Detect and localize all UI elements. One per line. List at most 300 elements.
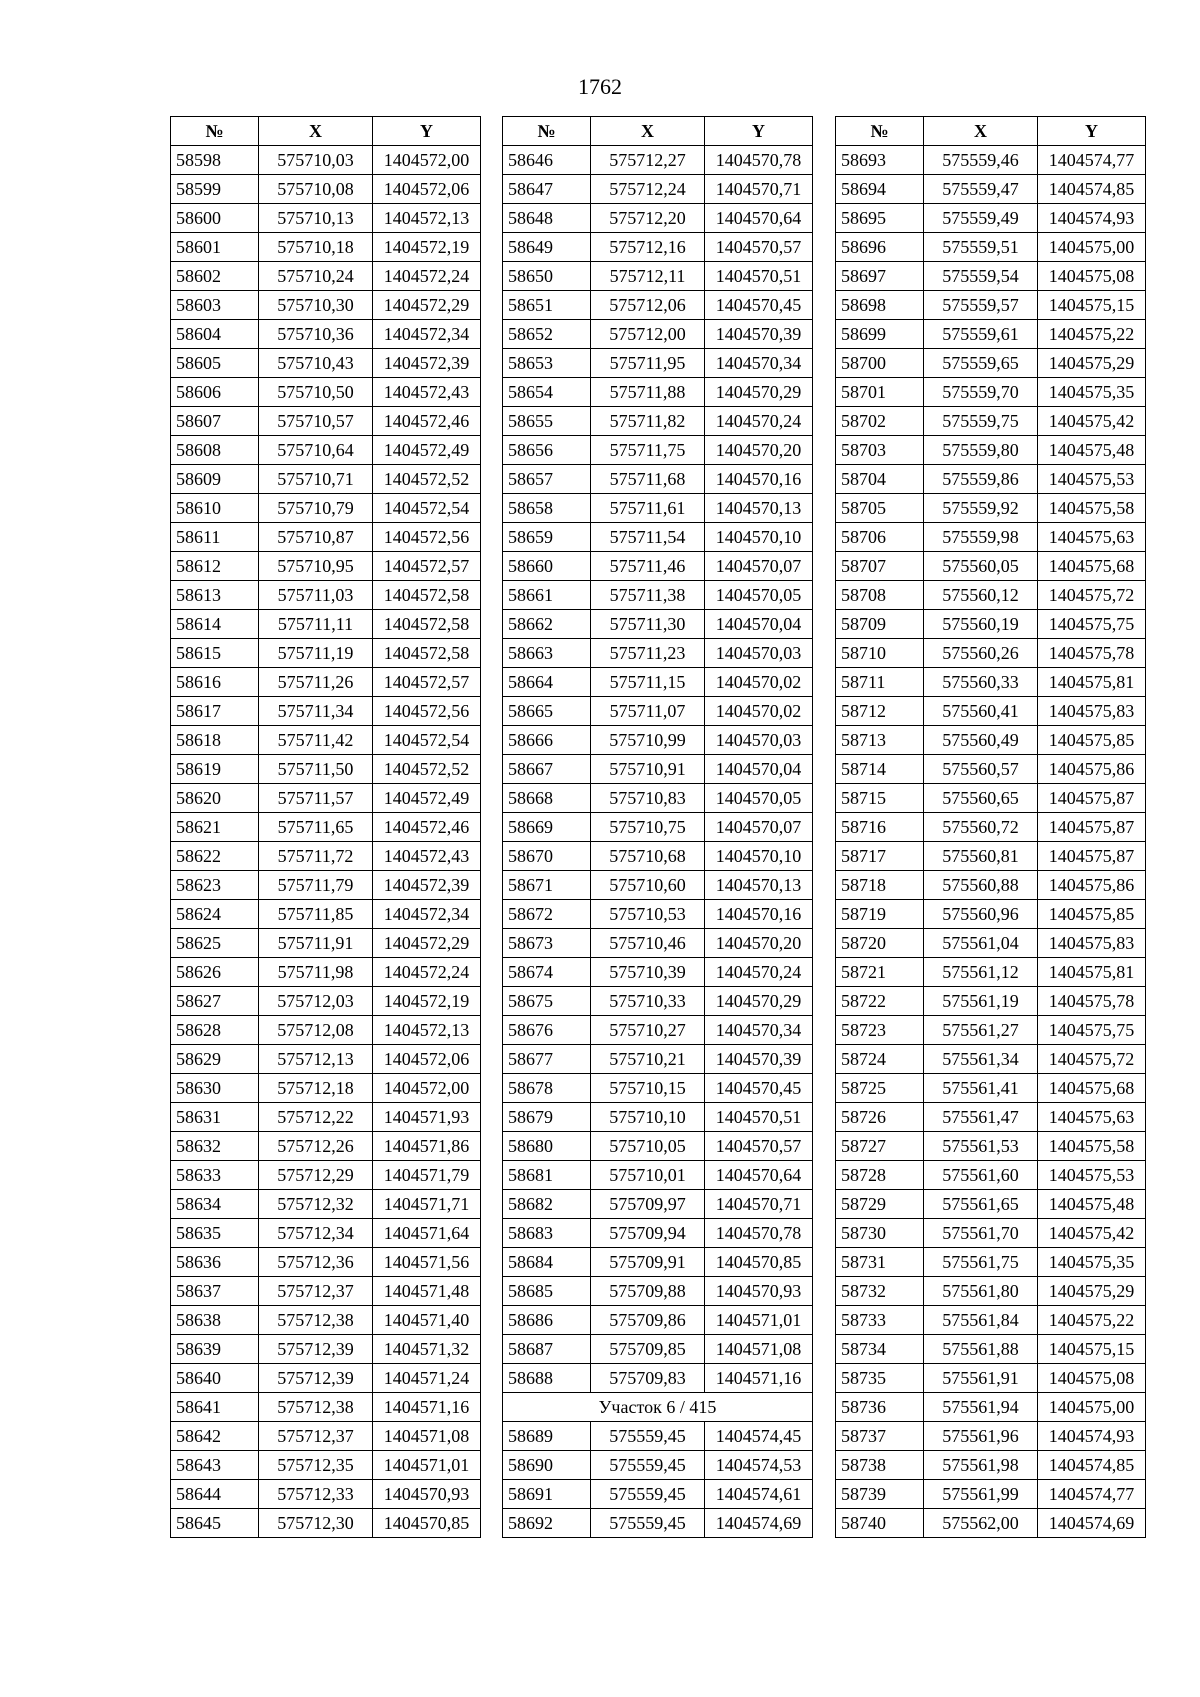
x-coordinate-cell: 575710,18 <box>259 233 373 262</box>
y-coordinate-cell: 1404570,71 <box>705 175 813 204</box>
point-number-cell: 58683 <box>503 1219 591 1248</box>
y-coordinate-cell: 1404570,24 <box>705 958 813 987</box>
x-coordinate-cell: 575712,35 <box>259 1451 373 1480</box>
table-row <box>171 1045 481 1074</box>
point-number-cell: 58624 <box>171 900 259 929</box>
table-row <box>836 378 1146 407</box>
point-number-cell: 58703 <box>836 436 924 465</box>
point-number-cell: 58697 <box>836 262 924 291</box>
y-coordinate-cell: 1404575,53 <box>1038 1161 1146 1190</box>
point-number-cell: 58692 <box>503 1509 591 1538</box>
table-row <box>836 1451 1146 1480</box>
point-number-cell: 58732 <box>836 1277 924 1306</box>
point-number-cell: 58690 <box>503 1451 591 1480</box>
table-row <box>836 436 1146 465</box>
table-row <box>836 1219 1146 1248</box>
point-number-cell: 58712 <box>836 697 924 726</box>
point-number-cell: 58684 <box>503 1248 591 1277</box>
y-coordinate-cell: 1404572,39 <box>373 349 481 378</box>
y-coordinate-cell: 1404572,46 <box>373 407 481 436</box>
point-number-cell: 58633 <box>171 1161 259 1190</box>
point-number-cell: 58611 <box>171 523 259 552</box>
point-number-cell: 58606 <box>171 378 259 407</box>
table-row <box>171 929 481 958</box>
coordinates-table-1 <box>170 116 481 1538</box>
y-coordinate-cell: 1404570,85 <box>705 1248 813 1277</box>
point-number-cell: 58609 <box>171 465 259 494</box>
x-coordinate-cell: 575709,85 <box>591 1335 705 1364</box>
y-coordinate-cell: 1404570,13 <box>705 494 813 523</box>
table-row <box>171 697 481 726</box>
table-row <box>503 465 813 494</box>
table-row <box>836 1074 1146 1103</box>
x-coordinate-cell: 575710,68 <box>591 842 705 871</box>
point-number-cell: 58715 <box>836 784 924 813</box>
x-coordinate-cell: 575709,88 <box>591 1277 705 1306</box>
table-row <box>503 1190 813 1219</box>
y-coordinate-cell: 1404571,01 <box>705 1306 813 1335</box>
table-row <box>171 987 481 1016</box>
y-coordinate-cell: 1404575,87 <box>1038 784 1146 813</box>
x-coordinate-cell: 575562,00 <box>924 1509 1038 1538</box>
y-coordinate-cell: 1404574,69 <box>705 1509 813 1538</box>
x-coordinate-cell: 575711,57 <box>259 784 373 813</box>
point-number-cell: 58737 <box>836 1422 924 1451</box>
x-coordinate-cell: 575711,42 <box>259 726 373 755</box>
x-coordinate-cell: 575560,88 <box>924 871 1038 900</box>
x-coordinate-cell: 575561,96 <box>924 1422 1038 1451</box>
table-row <box>836 900 1146 929</box>
x-coordinate-cell: 575559,80 <box>924 436 1038 465</box>
table-row <box>503 958 813 987</box>
point-number-cell: 58612 <box>171 552 259 581</box>
y-coordinate-cell: 1404570,78 <box>705 146 813 175</box>
y-coordinate-cell: 1404570,71 <box>705 1190 813 1219</box>
y-coordinate-cell: 1404572,34 <box>373 320 481 349</box>
point-number-cell: 58730 <box>836 1219 924 1248</box>
y-coordinate-cell: 1404571,08 <box>373 1422 481 1451</box>
y-coordinate-cell: 1404572,29 <box>373 929 481 958</box>
x-coordinate-cell: 575712,39 <box>259 1364 373 1393</box>
y-coordinate-cell: 1404572,58 <box>373 610 481 639</box>
x-coordinate-cell: 575559,65 <box>924 349 1038 378</box>
x-coordinate-cell: 575712,30 <box>259 1509 373 1538</box>
point-number-cell: 58735 <box>836 1364 924 1393</box>
x-coordinate-cell: 575561,60 <box>924 1161 1038 1190</box>
header-number: № <box>836 117 924 146</box>
point-number-cell: 58649 <box>503 233 591 262</box>
x-coordinate-cell: 575561,84 <box>924 1306 1038 1335</box>
table-row <box>836 1016 1146 1045</box>
point-number-cell: 58616 <box>171 668 259 697</box>
point-number-cell: 58669 <box>503 813 591 842</box>
y-coordinate-cell: 1404575,15 <box>1038 1335 1146 1364</box>
x-coordinate-cell: 575710,39 <box>591 958 705 987</box>
point-number-cell: 58704 <box>836 465 924 494</box>
y-coordinate-cell: 1404575,83 <box>1038 929 1146 958</box>
header-x: X <box>259 117 373 146</box>
x-coordinate-cell: 575710,71 <box>259 465 373 494</box>
point-number-cell: 58608 <box>171 436 259 465</box>
y-coordinate-cell: 1404570,16 <box>705 465 813 494</box>
y-coordinate-cell: 1404570,93 <box>705 1277 813 1306</box>
table-row <box>503 1248 813 1277</box>
point-number-cell: 58614 <box>171 610 259 639</box>
table-row <box>171 378 481 407</box>
x-coordinate-cell: 575711,03 <box>259 581 373 610</box>
table-row <box>171 1190 481 1219</box>
x-coordinate-cell: 575712,03 <box>259 987 373 1016</box>
x-coordinate-cell: 575709,83 <box>591 1364 705 1393</box>
x-coordinate-cell: 575561,04 <box>924 929 1038 958</box>
x-coordinate-cell: 575709,94 <box>591 1219 705 1248</box>
y-coordinate-cell: 1404574,77 <box>1038 146 1146 175</box>
y-coordinate-cell: 1404572,43 <box>373 378 481 407</box>
y-coordinate-cell: 1404572,13 <box>373 1016 481 1045</box>
x-coordinate-cell: 575561,94 <box>924 1393 1038 1422</box>
point-number-cell: 58657 <box>503 465 591 494</box>
point-number-cell: 58740 <box>836 1509 924 1538</box>
header-y: Y <box>705 117 813 146</box>
point-number-cell: 58644 <box>171 1480 259 1509</box>
table-row <box>836 987 1146 1016</box>
table-row <box>171 842 481 871</box>
table-row <box>171 262 481 291</box>
x-coordinate-cell: 575712,08 <box>259 1016 373 1045</box>
point-number-cell: 58729 <box>836 1190 924 1219</box>
point-number-cell: 58738 <box>836 1451 924 1480</box>
y-coordinate-cell: 1404575,08 <box>1038 262 1146 291</box>
table-row <box>503 1422 813 1451</box>
y-coordinate-cell: 1404575,68 <box>1038 1074 1146 1103</box>
x-coordinate-cell: 575710,50 <box>259 378 373 407</box>
table-row <box>171 1480 481 1509</box>
point-number-cell: 58654 <box>503 378 591 407</box>
table-row <box>503 929 813 958</box>
point-number-cell: 58627 <box>171 987 259 1016</box>
table-row <box>836 1248 1146 1277</box>
table-row <box>836 1393 1146 1422</box>
point-number-cell: 58659 <box>503 523 591 552</box>
point-number-cell: 58643 <box>171 1451 259 1480</box>
point-number-cell: 58686 <box>503 1306 591 1335</box>
table-row <box>836 639 1146 668</box>
point-number-cell: 58613 <box>171 581 259 610</box>
point-number-cell: 58617 <box>171 697 259 726</box>
point-number-cell: 58666 <box>503 726 591 755</box>
x-coordinate-cell: 575710,43 <box>259 349 373 378</box>
y-coordinate-cell: 1404570,10 <box>705 523 813 552</box>
table-row <box>171 1277 481 1306</box>
point-number-cell: 58629 <box>171 1045 259 1074</box>
y-coordinate-cell: 1404575,81 <box>1038 668 1146 697</box>
table-row <box>836 784 1146 813</box>
point-number-cell: 58709 <box>836 610 924 639</box>
x-coordinate-cell: 575560,81 <box>924 842 1038 871</box>
y-coordinate-cell: 1404575,22 <box>1038 1306 1146 1335</box>
x-coordinate-cell: 575559,61 <box>924 320 1038 349</box>
table-row <box>171 233 481 262</box>
x-coordinate-cell: 575710,01 <box>591 1161 705 1190</box>
point-number-cell: 58660 <box>503 552 591 581</box>
table-row <box>836 262 1146 291</box>
table-row <box>171 175 481 204</box>
x-coordinate-cell: 575710,10 <box>591 1103 705 1132</box>
point-number-cell: 58673 <box>503 929 591 958</box>
table-row <box>503 233 813 262</box>
x-coordinate-cell: 575561,47 <box>924 1103 1038 1132</box>
point-number-cell: 58645 <box>171 1509 259 1538</box>
x-coordinate-cell: 575711,91 <box>259 929 373 958</box>
y-coordinate-cell: 1404570,05 <box>705 581 813 610</box>
y-coordinate-cell: 1404570,51 <box>705 262 813 291</box>
table-row <box>503 1045 813 1074</box>
table-row <box>503 1103 813 1132</box>
x-coordinate-cell: 575710,53 <box>591 900 705 929</box>
x-coordinate-cell: 575712,00 <box>591 320 705 349</box>
x-coordinate-cell: 575712,06 <box>591 291 705 320</box>
x-coordinate-cell: 575711,50 <box>259 755 373 784</box>
table-row <box>171 1509 481 1538</box>
point-number-cell: 58713 <box>836 726 924 755</box>
x-coordinate-cell: 575711,61 <box>591 494 705 523</box>
y-coordinate-cell: 1404571,93 <box>373 1103 481 1132</box>
y-coordinate-cell: 1404575,72 <box>1038 1045 1146 1074</box>
x-coordinate-cell: 575559,51 <box>924 233 1038 262</box>
point-number-cell: 58739 <box>836 1480 924 1509</box>
table-row <box>836 407 1146 436</box>
y-coordinate-cell: 1404575,63 <box>1038 523 1146 552</box>
table-row <box>503 1335 813 1364</box>
table-row <box>836 1161 1146 1190</box>
table-row <box>171 1132 481 1161</box>
point-number-cell: 58620 <box>171 784 259 813</box>
x-coordinate-cell: 575559,45 <box>591 1480 705 1509</box>
y-coordinate-cell: 1404572,00 <box>373 1074 481 1103</box>
x-coordinate-cell: 575561,12 <box>924 958 1038 987</box>
point-number-cell: 58658 <box>503 494 591 523</box>
x-coordinate-cell: 575559,47 <box>924 175 1038 204</box>
table-row <box>836 1045 1146 1074</box>
x-coordinate-cell: 575560,72 <box>924 813 1038 842</box>
x-coordinate-cell: 575710,64 <box>259 436 373 465</box>
point-number-cell: 58626 <box>171 958 259 987</box>
x-coordinate-cell: 575710,13 <box>259 204 373 233</box>
y-coordinate-cell: 1404571,71 <box>373 1190 481 1219</box>
table-row <box>171 291 481 320</box>
table-row <box>836 755 1146 784</box>
y-coordinate-cell: 1404570,34 <box>705 1016 813 1045</box>
y-coordinate-cell: 1404570,51 <box>705 1103 813 1132</box>
y-coordinate-cell: 1404575,78 <box>1038 987 1146 1016</box>
y-coordinate-cell: 1404575,29 <box>1038 1277 1146 1306</box>
x-coordinate-cell: 575712,22 <box>259 1103 373 1132</box>
table-row <box>503 1074 813 1103</box>
x-coordinate-cell: 575710,03 <box>259 146 373 175</box>
x-coordinate-cell: 575712,20 <box>591 204 705 233</box>
coordinates-table-3 <box>835 116 1146 1538</box>
table-row <box>836 726 1146 755</box>
table-row <box>836 1132 1146 1161</box>
point-number-cell: 58641 <box>171 1393 259 1422</box>
table-row <box>836 871 1146 900</box>
x-coordinate-cell: 575561,53 <box>924 1132 1038 1161</box>
table-row <box>836 494 1146 523</box>
table-row <box>836 175 1146 204</box>
table-row <box>503 1277 813 1306</box>
y-coordinate-cell: 1404575,86 <box>1038 871 1146 900</box>
table-row <box>171 958 481 987</box>
table-row <box>503 1161 813 1190</box>
point-number-cell: 58675 <box>503 987 591 1016</box>
x-coordinate-cell: 575710,30 <box>259 291 373 320</box>
point-number-cell: 58718 <box>836 871 924 900</box>
x-coordinate-cell: 575711,23 <box>591 639 705 668</box>
y-coordinate-cell: 1404572,54 <box>373 494 481 523</box>
x-coordinate-cell: 575711,65 <box>259 813 373 842</box>
y-coordinate-cell: 1404572,29 <box>373 291 481 320</box>
y-coordinate-cell: 1404572,56 <box>373 697 481 726</box>
x-coordinate-cell: 575561,75 <box>924 1248 1038 1277</box>
y-coordinate-cell: 1404575,58 <box>1038 1132 1146 1161</box>
table-row <box>836 842 1146 871</box>
x-coordinate-cell: 575712,37 <box>259 1277 373 1306</box>
point-number-cell: 58635 <box>171 1219 259 1248</box>
x-coordinate-cell: 575559,54 <box>924 262 1038 291</box>
y-coordinate-cell: 1404575,15 <box>1038 291 1146 320</box>
point-number-cell: 58689 <box>503 1422 591 1451</box>
table-row <box>503 1016 813 1045</box>
x-coordinate-cell: 575561,99 <box>924 1480 1038 1509</box>
point-number-cell: 58677 <box>503 1045 591 1074</box>
point-number-cell: 58678 <box>503 1074 591 1103</box>
y-coordinate-cell: 1404570,45 <box>705 1074 813 1103</box>
x-coordinate-cell: 575711,34 <box>259 697 373 726</box>
x-coordinate-cell: 575561,88 <box>924 1335 1038 1364</box>
table-row <box>836 1335 1146 1364</box>
table-row <box>836 929 1146 958</box>
table-row <box>171 436 481 465</box>
x-coordinate-cell: 575560,33 <box>924 668 1038 697</box>
x-coordinate-cell: 575712,24 <box>591 175 705 204</box>
point-number-cell: 58638 <box>171 1306 259 1335</box>
point-number-cell: 58652 <box>503 320 591 349</box>
point-number-cell: 58687 <box>503 1335 591 1364</box>
x-coordinate-cell: 575711,75 <box>591 436 705 465</box>
point-number-cell: 58663 <box>503 639 591 668</box>
point-number-cell: 58602 <box>171 262 259 291</box>
point-number-cell: 58642 <box>171 1422 259 1451</box>
point-number-cell: 58655 <box>503 407 591 436</box>
x-coordinate-cell: 575711,68 <box>591 465 705 494</box>
table-row <box>836 1509 1146 1538</box>
y-coordinate-cell: 1404574,93 <box>1038 1422 1146 1451</box>
table-row <box>171 1016 481 1045</box>
point-number-cell: 58736 <box>836 1393 924 1422</box>
table-row <box>836 1190 1146 1219</box>
y-coordinate-cell: 1404574,93 <box>1038 204 1146 233</box>
y-coordinate-cell: 1404572,57 <box>373 668 481 697</box>
table-row <box>171 494 481 523</box>
point-number-cell: 58603 <box>171 291 259 320</box>
table-row <box>503 610 813 639</box>
x-coordinate-cell: 575559,46 <box>924 146 1038 175</box>
y-coordinate-cell: 1404572,39 <box>373 871 481 900</box>
x-coordinate-cell: 575712,11 <box>591 262 705 291</box>
x-coordinate-cell: 575710,91 <box>591 755 705 784</box>
table-row <box>836 291 1146 320</box>
table-row <box>171 610 481 639</box>
x-coordinate-cell: 575711,82 <box>591 407 705 436</box>
y-coordinate-cell: 1404571,32 <box>373 1335 481 1364</box>
table-row <box>503 842 813 871</box>
point-number-cell: 58699 <box>836 320 924 349</box>
x-coordinate-cell: 575561,34 <box>924 1045 1038 1074</box>
table-row <box>171 407 481 436</box>
table-row <box>503 726 813 755</box>
table-row <box>171 1161 481 1190</box>
x-coordinate-cell: 575560,57 <box>924 755 1038 784</box>
point-number-cell: 58723 <box>836 1016 924 1045</box>
y-coordinate-cell: 1404574,85 <box>1038 175 1146 204</box>
table-row <box>503 900 813 929</box>
point-number-cell: 58722 <box>836 987 924 1016</box>
point-number-cell: 58685 <box>503 1277 591 1306</box>
table-row <box>171 320 481 349</box>
y-coordinate-cell: 1404575,81 <box>1038 958 1146 987</box>
point-number-cell: 58691 <box>503 1480 591 1509</box>
point-number-cell: 58717 <box>836 842 924 871</box>
point-number-cell: 58599 <box>171 175 259 204</box>
point-number-cell: 58628 <box>171 1016 259 1045</box>
header-x: X <box>924 117 1038 146</box>
table-row <box>503 1480 813 1509</box>
point-number-cell: 58637 <box>171 1277 259 1306</box>
y-coordinate-cell: 1404572,24 <box>373 262 481 291</box>
x-coordinate-cell: 575712,26 <box>259 1132 373 1161</box>
table-row <box>503 1306 813 1335</box>
x-coordinate-cell: 575711,95 <box>591 349 705 378</box>
y-coordinate-cell: 1404572,46 <box>373 813 481 842</box>
y-coordinate-cell: 1404572,49 <box>373 436 481 465</box>
table-row <box>171 784 481 813</box>
x-coordinate-cell: 575710,79 <box>259 494 373 523</box>
y-coordinate-cell: 1404570,45 <box>705 291 813 320</box>
header-x: X <box>591 117 705 146</box>
y-coordinate-cell: 1404572,54 <box>373 726 481 755</box>
y-coordinate-cell: 1404570,34 <box>705 349 813 378</box>
x-coordinate-cell: 575711,19 <box>259 639 373 668</box>
table-row <box>171 146 481 175</box>
point-number-cell: 58726 <box>836 1103 924 1132</box>
point-number-cell: 58632 <box>171 1132 259 1161</box>
y-coordinate-cell: 1404575,35 <box>1038 1248 1146 1277</box>
table-row <box>503 523 813 552</box>
point-number-cell: 58623 <box>171 871 259 900</box>
point-number-cell: 58662 <box>503 610 591 639</box>
x-coordinate-cell: 575711,98 <box>259 958 373 987</box>
table-row <box>171 1422 481 1451</box>
table-row <box>836 668 1146 697</box>
header-row <box>503 117 813 146</box>
y-coordinate-cell: 1404570,29 <box>705 378 813 407</box>
y-coordinate-cell: 1404574,45 <box>705 1422 813 1451</box>
y-coordinate-cell: 1404575,48 <box>1038 1190 1146 1219</box>
y-coordinate-cell: 1404571,16 <box>373 1393 481 1422</box>
point-number-cell: 58693 <box>836 146 924 175</box>
x-coordinate-cell: 575559,57 <box>924 291 1038 320</box>
point-number-cell: 58705 <box>836 494 924 523</box>
